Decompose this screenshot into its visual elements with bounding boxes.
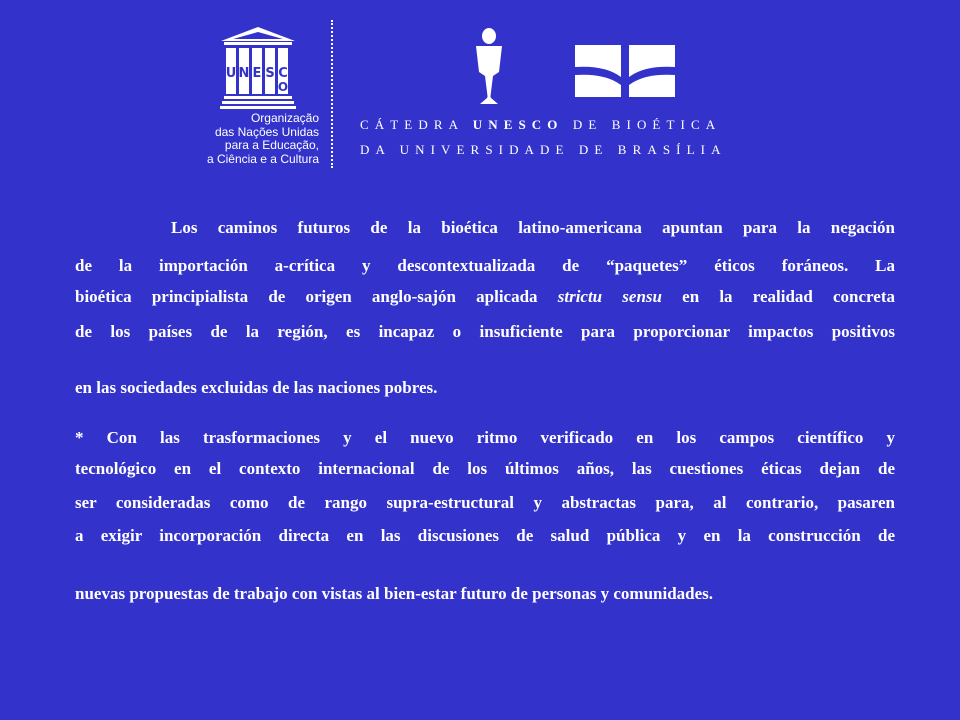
dotted-separator [331,20,333,168]
catedra-suffix: DE BIOÉTICA [563,117,722,132]
unesco-caption-line: para a Educação, [224,138,319,152]
catedra-prefix: CÁTEDRA [360,117,473,132]
paragraph-1-line-3-end: en la realidad concreta [662,287,896,306]
svg-text:C: C [278,66,288,81]
paragraph-2-line-4: a exigir incorporación directa en las discusiones de salud pública y en la construcción de [75,526,895,545]
unesco-logo [219,25,297,109]
unesco-caption [191,112,319,166]
unesco-logo-letters [226,66,288,81]
paragraph-2-line-2: tecnológico en el contexto internacional de los últimos años, las cuestiones éticas dejan de [75,459,895,478]
paragraph-1-line-1: Los caminos futuros de la bioética latino-americana apuntan para la negación [171,218,895,237]
svg-text:S: S [265,66,275,81]
catedra-title-line2: DA UNIVERSIDADE DE BRASÍLIA [360,142,727,157]
paragraph-2-line-5: nuevas propuestas de trabajo con vistas al bien-estar futuro de personas y comunidades. [75,584,714,603]
unesco-caption-line: a Ciência e a Cultura [206,151,319,166]
paragraph-2-line-3: ser consideradas como de rango supra-estructural y abstractas para, al contrario, pasaren [75,493,895,512]
unb-logo [575,45,675,97]
svg-text:N: N [238,66,250,81]
unesco-caption-line: das Nações Unidas [214,124,319,139]
paragraph-2-line-1: * Con las trasformaciones y el nuevo ritmo verificado en los campos científico y [75,428,895,447]
paragraph-1-line-3-start: bioética principialista de origen anglo-sajón aplicada [75,287,558,306]
paragraph-1-line-3 [75,287,895,307]
header [0,0,960,190]
human-figure-logo [468,28,510,106]
catedra-title-line1 [360,117,721,133]
svg-text:O: O [277,80,289,94]
strictu-sensu-italic: strictu sensu [557,287,662,306]
catedra-unesco: UNESCO [472,117,564,132]
paragraph-1-line-5: en las sociedades excluidas de las naciones pobres. [75,378,438,397]
paragraph-1-line-4: de los países de la región, es incapaz o insuficiente para proporcionar impactos positivos [75,322,895,341]
paragraph-1-line-2: de la importación a-crítica y descontextualizada de “paquetes” éticos foráneos. La [75,256,895,275]
svg-text:E: E [252,66,262,81]
svg-text:U: U [225,66,237,81]
unesco-caption-line: Organização [250,111,319,125]
